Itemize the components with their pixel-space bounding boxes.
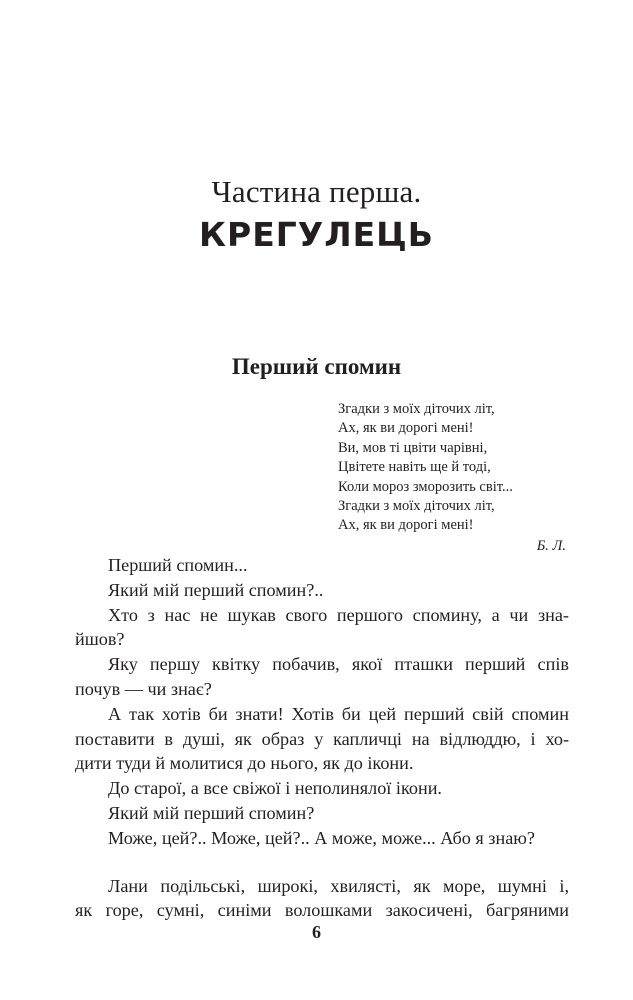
epigraph-line: Цвітете навіть ще й тоді, — [338, 459, 491, 476]
body-line: почув — чи знає? — [75, 678, 212, 699]
body-line: Може, цей?.. Може, цей?.. А може, може... Або я знаю? — [108, 827, 535, 848]
body-line: йшов? — [75, 629, 125, 650]
body-line: як горе, сумні, синіми волошками закосичені, багряними — [75, 900, 569, 921]
epigraph-line: Ах, як ви дорогі мені! — [338, 517, 474, 534]
body-line: А так хотів би знати! Хотів би цей перший свій спомин — [108, 703, 569, 724]
epigraph-line: Ах, як ви дорогі мені! — [338, 420, 474, 437]
part-title: Частина перша. — [211, 174, 422, 209]
chapter-title: Перший спомин — [231, 354, 402, 379]
body-line: Перший спомин... — [108, 555, 248, 575]
epigraph-line: Згадки з моїх діточих літ, — [338, 401, 495, 417]
page-number: 6 — [312, 922, 321, 942]
body-line: Хто з нас не шукав свого першого спомину, а чи зна- — [108, 604, 569, 625]
epigraph-line: Коли мороз зморозить світ... — [338, 478, 513, 495]
body-line: дити туди й молитися до нього, як до ікони. — [75, 753, 414, 774]
body-line: поставити в душі, як образ у капличці на відлюддю, і хо- — [75, 728, 569, 749]
body-line: Який мій перший спомин?.. — [108, 579, 324, 600]
body-text — [75, 553, 569, 923]
part-name: КРЕГУЛЕЦЬ — [199, 215, 434, 254]
body-line: До старої, а все свіжої і неполинялої ікони. — [108, 778, 442, 799]
epigraph-line: Згадки з моїх діточих літ, — [338, 498, 495, 515]
body-line: Який мій перший спомин? — [108, 802, 315, 823]
epigraph-line: Ви, мов ті цвіти чарівні, — [338, 439, 488, 456]
body-line: Лани подільські, широкі, хвилясті, як море, шумні і, — [108, 875, 569, 896]
body-line: Яку першу квітку побачив, якої пташки перший спів — [108, 654, 569, 675]
epigraph — [338, 400, 578, 536]
epigraph-author: Б. Л. — [536, 538, 566, 554]
paragraph-gap — [75, 851, 569, 874]
